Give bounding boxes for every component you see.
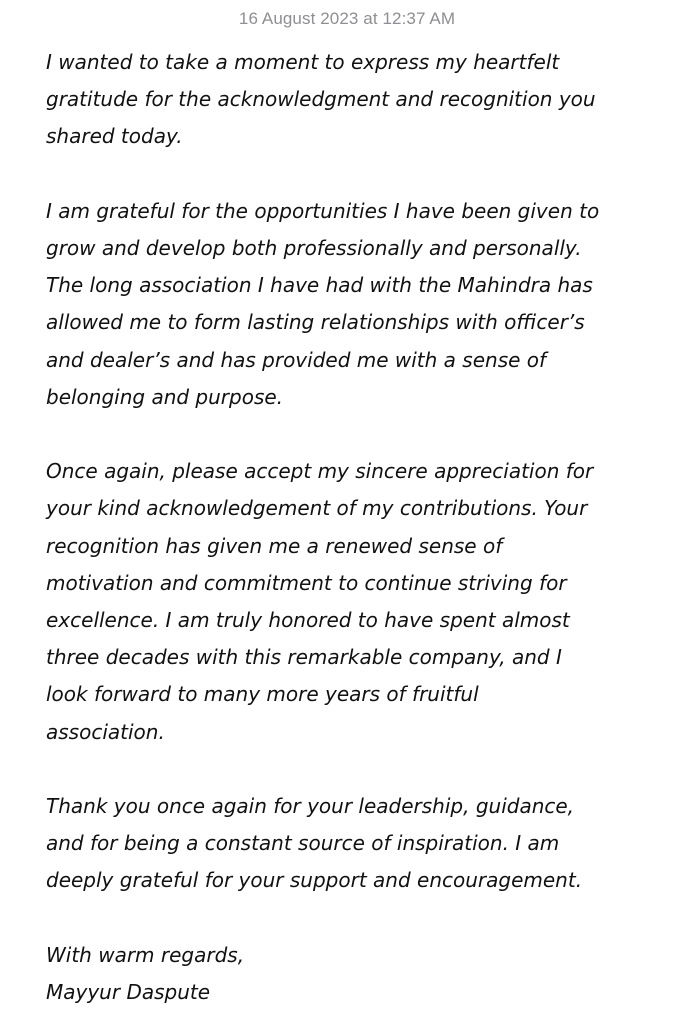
note-text-line: shared today. <box>46 124 183 149</box>
note-text-line: Mayyur Daspute <box>46 980 211 1005</box>
note-text-line: The long association I have had with the Mahindra has <box>46 273 593 298</box>
note-text-line: I wanted to take a moment to express my heartfelt <box>46 50 560 74</box>
note-text-line: deeply grateful for your support and encouragement. <box>46 868 583 893</box>
note-text-line: excellence. I am truly honored to have spent almost <box>46 608 570 633</box>
note-text-line: and dealer’s and has provided me with a sense of <box>46 347 547 372</box>
note-text-line: association. <box>46 719 165 744</box>
note-text-line: Thank you once again for your leadership, guidance, <box>46 794 575 819</box>
note-paragraph <box>46 937 676 1011</box>
note-text-line: and for being a constant source of inspiration. I am <box>46 831 560 856</box>
note-text-line: With warm regards, <box>46 942 245 967</box>
note-text-line: I am grateful for the opportunities I have been given to <box>46 198 600 223</box>
note-body[interactable] <box>46 44 676 1011</box>
note-text-line: your kind acknowledgement of my contributions. Your <box>46 496 588 521</box>
note-text-line: three decades with this remarkable company, and I <box>46 645 562 670</box>
note-text-line: belonging and purpose. <box>46 384 284 409</box>
note-text-line: look forward to many more years of fruitful <box>46 682 479 707</box>
note-paragraph <box>46 453 676 751</box>
note-text-line: Once again, please accept my sincere appreciation for <box>46 459 594 484</box>
note-text-line: motivation and commitment to continue striving for <box>46 570 567 595</box>
note-text-line: grow and develop both professionally and personally. <box>46 236 582 260</box>
note-timestamp: 16 August 2023 at 12:37 AM <box>238 9 456 28</box>
note-paragraph <box>46 788 676 900</box>
note-text-line: recognition has given me a renewed sense of <box>46 533 503 558</box>
note-text-line: gratitude for the acknowledgment and recognition you <box>46 87 596 112</box>
note-text-line: allowed me to form lasting relationships with officer’s <box>46 310 585 335</box>
note-paragraph <box>46 193 676 416</box>
note-paragraph <box>46 44 676 156</box>
